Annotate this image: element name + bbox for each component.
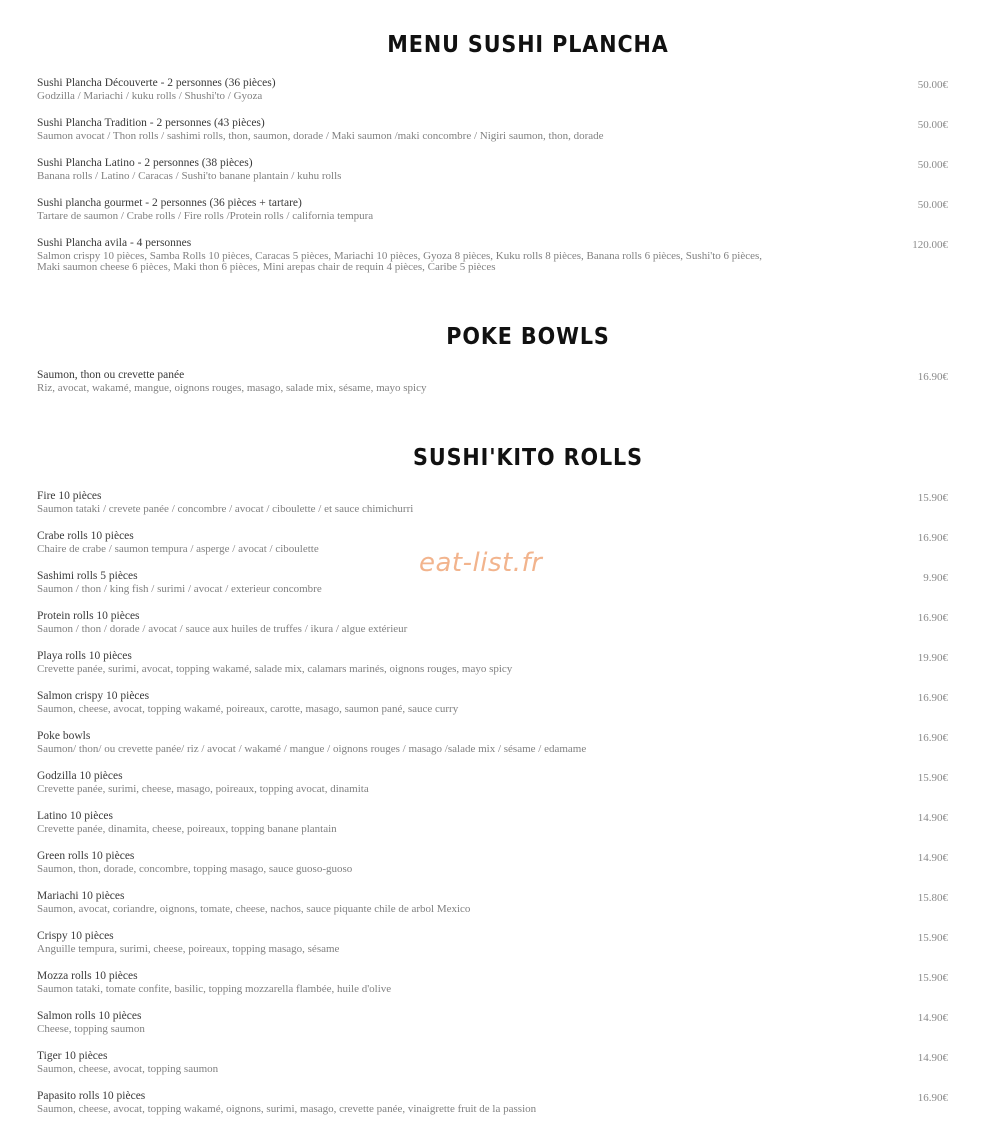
item-name: Poke bowls [37, 730, 91, 742]
menu-item [37, 1049, 952, 1075]
item-name: Sushi Plancha Latino - 2 personnes (38 pièces) [37, 157, 253, 169]
menu-item [37, 116, 952, 142]
item-description: Godzilla / Mariachi / kuku rolls / Shushi'to / Gyoza [37, 90, 263, 102]
item-name: Sushi Plancha Tradition - 2 personnes (43 pièces) [37, 117, 265, 129]
item-price: 14.90€ [917, 1052, 948, 1064]
item-price: 16.90€ [917, 732, 948, 744]
item-price: 14.90€ [917, 1012, 948, 1024]
item-description: Chaire de crabe / saumon tempura / asperge / avocat / ciboulette [37, 543, 319, 555]
item-name: Saumon, thon ou crevette panée [37, 369, 185, 381]
item-price: 16.90€ [917, 371, 948, 383]
item-price: 16.90€ [917, 532, 948, 544]
item-price: 14.90€ [917, 812, 948, 824]
item-description: Saumon avocat / Thon rolls / sashimi rolls, thon, saumon, dorade / Maki saumon /maki concombre / Nigiri saumon, thon, dorade [37, 130, 604, 142]
item-description: Saumon / thon / dorade / avocat / sauce aux huiles de truffes / ikura / algue extérieur [37, 623, 408, 635]
item-price: 120.00€ [912, 239, 948, 251]
menu-item [37, 1009, 952, 1035]
menu-item [37, 609, 952, 635]
item-description: Crevette panée, surimi, cheese, masago, poireaux, topping avocat, dinamita [37, 783, 369, 795]
item-description: Riz, avocat, wakamé, mangue, oignons rouges, masago, salade mix, sésame, mayo spicy [37, 382, 427, 394]
item-name: Fire 10 pièces [37, 490, 102, 502]
item-name: Mozza rolls 10 pièces [37, 970, 138, 982]
item-description: Saumon, cheese, avocat, topping wakamé, poireaux, carotte, masago, saumon pané, sauce curry [37, 703, 459, 715]
item-price: 50.00€ [917, 119, 948, 131]
menu-item [37, 649, 952, 675]
item-description: Saumon/ thon/ ou crevette panée/ riz / avocat / wakamé / mangue / oignons rouges / masago /salade mix / sésame / edamame [37, 743, 587, 755]
menu-item [37, 729, 952, 755]
item-name: Mariachi 10 pièces [37, 890, 125, 902]
item-description: Anguille tempura, surimi, cheese, poireaux, topping masago, sésame [37, 943, 340, 955]
section-title-sushikito-rolls: SUSHI'KITO ROLLS [413, 445, 643, 471]
item-price: 50.00€ [917, 79, 948, 91]
item-name: Sushi Plancha Découverte - 2 personnes (36 pièces) [37, 77, 276, 89]
item-price: 50.00€ [917, 159, 948, 171]
item-description: Saumon tataki / crevete panée / concombre / avocat / ciboulette / et sauce chimichurri [37, 503, 414, 515]
menu-item [37, 889, 952, 915]
item-price: 16.90€ [917, 692, 948, 704]
item-price: 15.90€ [917, 972, 948, 984]
watermark-text: eat-list.fr [419, 548, 543, 578]
item-name: Papasito rolls 10 pièces [37, 1090, 146, 1102]
item-price: 16.90€ [917, 1092, 948, 1104]
item-name: Sushi Plancha avila - 4 personnes [37, 237, 192, 249]
menu-item [37, 236, 952, 273]
menu-item [37, 809, 952, 835]
item-name: Green rolls 10 pièces [37, 850, 135, 862]
menu-item [37, 769, 952, 795]
section-title-sushi-plancha: MENU SUSHI PLANCHA [387, 32, 669, 58]
item-price: 16.90€ [917, 612, 948, 624]
item-name: Salmon crispy 10 pièces [37, 690, 150, 702]
menu-item [37, 489, 952, 515]
item-description: Crevette panée, surimi, avocat, topping wakamé, salade mix, calamars marinés, oignons rouges, mayo spicy [37, 663, 513, 675]
item-name: Godzilla 10 pièces [37, 770, 123, 782]
item-name: Crabe rolls 10 pièces [37, 530, 134, 542]
item-description: Saumon tataki, tomate confite, basilic, topping mozzarella flambée, huile d'olive [37, 983, 392, 995]
item-price: 15.90€ [917, 492, 948, 504]
item-name: Sashimi rolls 5 pièces [37, 570, 138, 582]
item-description: Saumon, avocat, coriandre, oignons, tomate, cheese, nachos, sauce piquante chile de arbol Mexico [37, 903, 471, 915]
menu-item [37, 196, 952, 222]
menu-item [37, 156, 952, 182]
menu-item [37, 969, 952, 995]
item-description: Cheese, topping saumon [37, 1023, 145, 1035]
item-price: 15.90€ [917, 772, 948, 784]
item-price: 14.90€ [917, 852, 948, 864]
menu-item [37, 849, 952, 875]
menu-item [37, 929, 952, 955]
menu-item [37, 1089, 952, 1115]
item-description: Saumon, cheese, avocat, topping saumon [37, 1063, 219, 1075]
item-name: Salmon rolls 10 pièces [37, 1010, 142, 1022]
item-price: 15.80€ [917, 892, 948, 904]
item-price: 50.00€ [917, 199, 948, 211]
item-price: 15.90€ [917, 932, 948, 944]
item-description: Saumon / thon / king fish / surimi / avocat / exterieur concombre [37, 583, 322, 595]
menu-item [37, 689, 952, 715]
item-description: Crevette panée, dinamita, cheese, poireaux, topping banane plantain [37, 823, 337, 835]
item-description: Saumon, cheese, avocat, topping wakamé, oignons, surimi, masago, crevette panée, vinaigrette fruit de la passion [37, 1103, 537, 1115]
item-name: Sushi plancha gourmet - 2 personnes (36 pièces + tartare) [37, 197, 302, 209]
item-name: Tiger 10 pièces [37, 1050, 108, 1062]
item-name: Latino 10 pièces [37, 810, 114, 822]
menu-item [37, 76, 952, 102]
section-title-poke-bowls: POKE BOWLS [446, 324, 610, 350]
item-description: Banana rolls / Latino / Caracas / Sushi'to banane plantain / kuhu rolls [37, 170, 342, 182]
item-price: 19.90€ [917, 652, 948, 664]
menu-item [37, 368, 952, 394]
item-description: Tartare de saumon / Crabe rolls / Fire rolls /Protein rolls / california tempura [37, 210, 374, 222]
item-name: Protein rolls 10 pièces [37, 610, 140, 622]
item-price: 9.90€ [923, 572, 948, 584]
item-name: Crispy 10 pièces [37, 930, 114, 942]
item-description: Maki saumon cheese 6 pièces, Maki thon 6 pièces, Mini arepas chair de requin 4 pièces, Caribe 5 pièces [37, 261, 496, 273]
item-name: Playa rolls 10 pièces [37, 650, 132, 662]
item-description: Salmon crispy 10 pièces, Samba Rolls 10 pièces, Caracas 5 pièces, Mariachi 10 pièces, Gyoza 8 pièces, Kuku rolls 8 pièces, Banana rolls 6 pièces, Sushi'to 6 pièces, [37, 250, 763, 262]
item-description: Saumon, thon, dorade, concombre, topping masago, sauce guoso-guoso [37, 863, 353, 875]
